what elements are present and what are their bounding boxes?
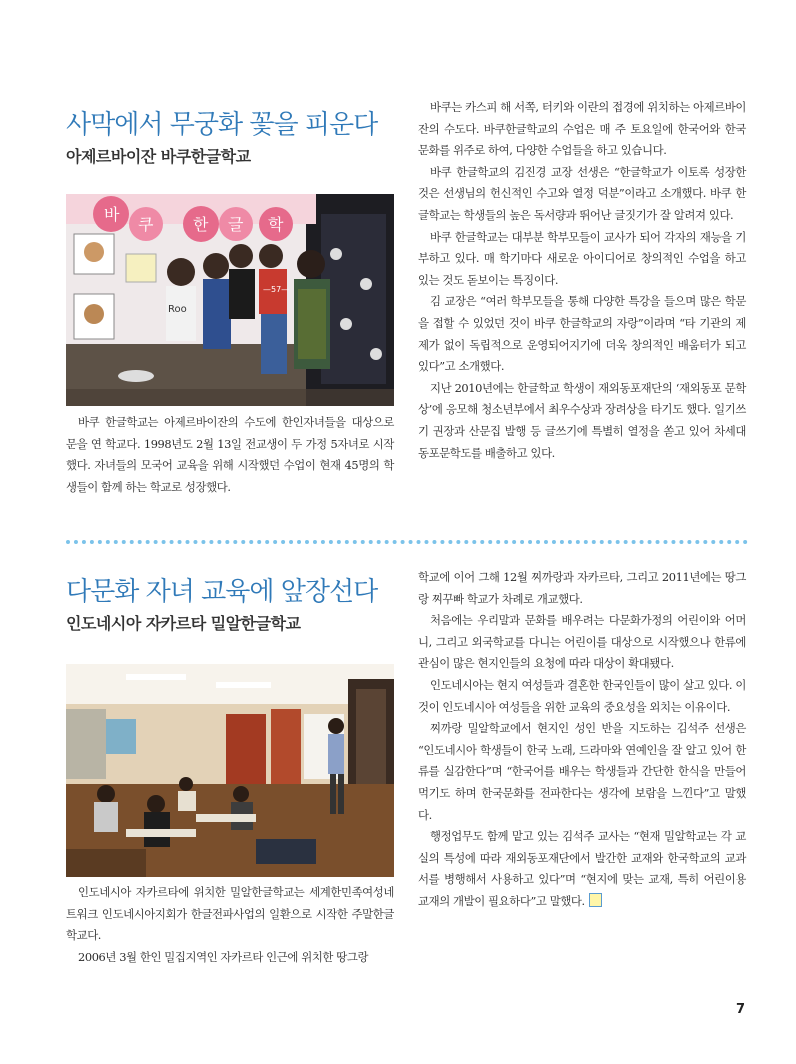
paragraph: 바쿠 한글학교는 아제르바이잔의 수도에 한인자녀들을 대상으로 문을 연 학교다. 1998년도 2월 13일 전교생이 두 가정 5자녀로 시작했다. 자녀들의 모국어 교육을 위해 시작했던 수업이 현재 45명의 학생들이 함께 하는 학교로 성장했다. bbox=[66, 415, 394, 494]
end-mark-icon bbox=[589, 893, 602, 907]
section2-title: 다문화 자녀 교육에 앞장선다 bbox=[66, 577, 378, 607]
section1-title: 사막에서 무궁화 꽃을 피운다 bbox=[66, 110, 378, 140]
paragraph: 지난 2010년에는 한글학교 학생이 재외동포재단의 ‘재외동포 문학상’에 응모해 청소년부에서 최우수상과 장려상을 타기도 했다. 일기쓰기 권장과 산문집 발행 등 글쓰기에 특별히 열정을 쏟고 있어 차세대 동포문학도를 배출하고 있다. bbox=[418, 380, 746, 460]
banner-letter: 글 bbox=[228, 215, 244, 234]
page-number: 7 bbox=[736, 1002, 746, 1017]
paragraph: 바쿠 한글학교는 대부분 학부모들이 교사가 되어 각자의 재능을 기부하고 있다. 매 학기마다 새로운 아이디어로 창의적인 수업을 하고 있는 것도 돋보이는 특징이다. bbox=[418, 229, 746, 287]
section2-left-column bbox=[66, 882, 394, 968]
paragraph: 2006년 3월 한인 밀집지역인 자카르타 인근에 위치한 땅그랑 bbox=[78, 949, 369, 964]
paragraph: 김 교장은 “여러 학부모들을 통해 다양한 특강을 들으며 많은 학문을 접할 수 있었던 것이 바쿠 한글학교의 자랑”이라며 “타 기관의 제제가 없이 독립적으로 운영되어지기에 더욱 창의적인 배움터가 되고 있다”고 소개했다. bbox=[418, 294, 746, 374]
section1-left-column bbox=[66, 412, 394, 498]
banner-letter: 한 bbox=[193, 215, 209, 234]
banner-letter: 쿠 bbox=[138, 215, 154, 234]
paragraph: 인도네시아는 현지 여성들과 결혼한 한국인들이 많이 살고 있다. 이것이 인도네시아 여성들을 위한 교육의 중요성을 외치는 이유이다. bbox=[418, 677, 746, 714]
section2-right-column bbox=[418, 567, 746, 913]
shirt-number: —57— bbox=[263, 285, 290, 294]
section-divider bbox=[66, 540, 748, 544]
banner-letter: 학 bbox=[268, 215, 284, 234]
banner-letter: 바 bbox=[104, 205, 120, 224]
paragraph: 처음에는 우리말과 문화를 배우려는 다문화가정의 어린이와 어머니, 그리고 외국학교를 다니는 어린이를 대상으로 시작했으나 한류에 관심이 많은 현지인들의 요청에 따라 대상이 확대됐다. bbox=[418, 613, 746, 671]
paragraph: 학교에 이어 그해 12월 찌까랑과 자카르타, 그리고 2011년에는 땅그랑 찌꾸빠 학교가 차례로 개교했다. bbox=[418, 570, 746, 606]
baku-school-photo bbox=[66, 194, 394, 406]
paragraph: 바쿠는 카스피 해 서쪽, 터키와 이란의 접경에 위치하는 아제르바이잔의 수도다. 바쿠한글학교의 수업은 매 주 토요일에 한국어와 한국 문화를 위주로 하여, 다양한 수업들을 하고 있습니다. bbox=[418, 100, 746, 158]
paragraph-text: 행정업무도 함께 맡고 있는 김석주 교사는 “현재 밀알학교는 각 교실의 특성에 따라 재외동포재단에서 발간한 교재와 한국학교의 교과서를 병행해서 사용하고 있다”며 “현지에 맞는 교재, 특히 어린이용 교재의 개발이 필요하다”고 말했다. bbox=[418, 829, 746, 908]
shirt-text: Roo bbox=[168, 304, 187, 315]
section1-subtitle: 아제르바이잔 바쿠한글학교 bbox=[66, 147, 251, 166]
paragraph-last bbox=[418, 826, 746, 912]
paragraph: 인도네시아 자카르타에 위치한 밀알한글학교는 세계한민족여성네트워크 인도네시아지회가 한글전파사업의 일환으로 시작한 주말한글학교다. bbox=[66, 885, 394, 943]
jakarta-classroom-photo bbox=[66, 664, 394, 877]
paragraph: 찌까랑 밀알학교에서 현지인 성인 반을 지도하는 김석주 선생은 “인도네시아 학생들이 한국 노래, 드라마와 연예인을 잘 알고 있어 한류를 실감한다”며 “한국어를 배우는 학생들과 간단한 한식을 만들어 먹기도 하며 한국문화를 전파한다는 생각에 보람을 느낀다”고 말했다. bbox=[418, 721, 746, 822]
section1-right-column bbox=[418, 97, 746, 464]
paragraph: 바쿠 한글학교의 김진경 교장 선생은 “한글학교가 이토록 성장한 것은 선생님의 헌신적인 수고와 열정 덕분”이라고 소개했다. 바쿠 한글학교는 학생들의 높은 독서량과 뛰어난 글짓기가 잘 알려져 있다. bbox=[418, 164, 746, 222]
section2-subtitle: 인도네시아 자카르타 밀알한글학교 bbox=[66, 614, 301, 633]
